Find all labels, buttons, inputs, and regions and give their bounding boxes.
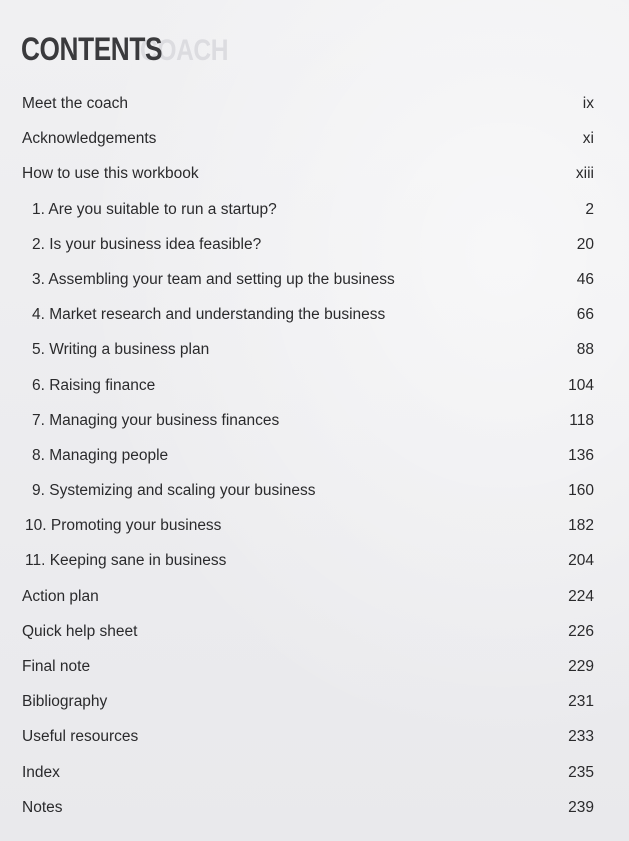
toc-page-number: 182 [568,517,594,535]
toc-entry-chapter-7 [0,403,629,438]
toc-entry-chapter-4 [0,297,629,332]
toc-page-number: ix [582,95,594,112]
toc-entry-notes [0,790,629,825]
toc-entry-label: Notes [22,798,63,816]
toc-page-number: 2 [585,200,594,218]
toc-page-number: 235 [568,763,594,781]
toc-entry-final-note [0,649,629,684]
toc-entry-label: 6. Raising finance [32,376,156,394]
toc-entry-label: 2. Is your business idea feasible? [32,235,262,253]
toc-entry-chapter-11 [0,543,629,578]
toc-entry-label: 5. Writing a business plan [32,341,210,359]
page-title: CONTENTS [21,31,163,67]
toc-entry-label: How to use this workbook [22,165,199,183]
toc-page-number: 104 [568,376,594,394]
toc-entry-label: 4. Market research and understanding the business [32,306,386,324]
toc-page-number: 231 [568,693,594,711]
toc-entry-label: 1. Are you suitable to run a startup? [32,200,277,218]
toc-page-number: 118 [569,411,594,429]
toc-page-number: xiii [575,165,594,183]
toc-entry-chapter-6 [0,368,629,403]
toc-entry-chapter-5 [0,332,629,367]
toc-entry-how-to-use [0,156,629,191]
toc-entry-label: 8. Managing people [32,446,169,464]
toc-entry-action-plan [0,579,629,614]
toc-entry-bibliography [0,684,629,719]
toc-entry-chapter-8 [0,438,629,473]
toc-entry-useful-resources [0,719,629,754]
toc-entry-chapter-10 [0,508,629,543]
toc-entry-chapter-9 [0,473,629,508]
toc-entry-label: Quick help sheet [22,622,138,640]
toc-entry-label: Final note [22,658,91,675]
toc-entry-index [0,755,629,790]
toc-entry-label: 7. Managing your business finances [32,411,280,429]
table-of-contents [0,86,629,825]
toc-entry-label: 11. Keeping sane in business [25,552,227,570]
toc-page-number: 226 [568,622,594,640]
toc-page-number: 229 [568,658,594,675]
toc-entry-label: 9. Systemizing and scaling your business [32,482,316,500]
toc-entry-chapter-3 [0,262,629,297]
toc-entry-label: Action plan [22,587,99,605]
toc-entry-label: Meet the coach [22,95,128,112]
toc-page-number: 239 [568,798,594,816]
toc-entry-label: Index [22,763,60,781]
toc-entry-label: Useful resources [22,728,139,746]
toc-entry-label: Bibliography [22,693,108,711]
toc-entry-quick-help-sheet [0,614,629,649]
toc-entry-label: 3. Assembling your team and setting up the business [32,270,395,288]
toc-entry-label: 10. Promoting your business [25,517,222,535]
toc-page-number: 204 [568,552,594,570]
toc-entry-label: Acknowledgements [22,130,157,148]
toc-entry-chapter-2 [0,227,629,262]
toc-page-number: 66 [576,306,594,324]
toc-page-number: 20 [576,235,594,253]
toc-page-number: 46 [576,270,594,288]
show-through-heading: COACH [140,34,229,67]
toc-entry-meet-the-coach [0,86,629,121]
toc-entry-chapter-1 [0,192,629,227]
toc-entry-acknowledgements [0,121,629,156]
toc-page-number: 224 [568,587,594,605]
toc-page-number: 136 [568,446,594,464]
toc-page-number: 88 [576,341,594,359]
toc-page-number: 160 [568,482,594,500]
toc-page-number: xi [582,130,594,148]
toc-page-number: 233 [568,728,594,746]
